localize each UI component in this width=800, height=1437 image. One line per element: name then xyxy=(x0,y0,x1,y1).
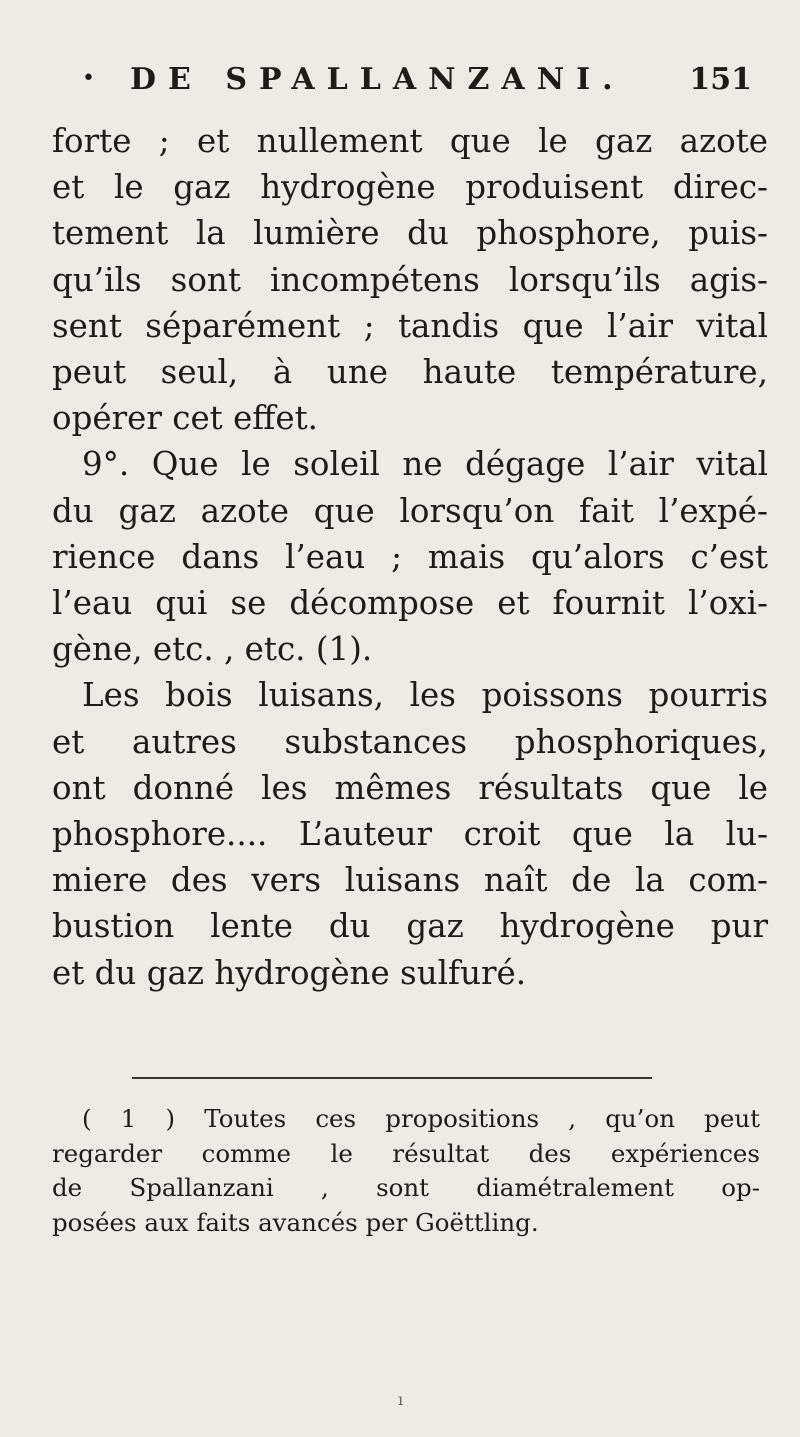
footnote-line: regarder comme le résultat des expériences xyxy=(52,1138,760,1168)
footnote-line: posées aux faits avancés per Goëttling. xyxy=(52,1207,539,1237)
page-header xyxy=(82,62,752,102)
text-line: tement la lumière du phosphore, puis- xyxy=(52,214,768,253)
text-line: opérer cet effet. xyxy=(52,399,319,438)
footnote-divider xyxy=(132,1077,652,1079)
text-line: et du gaz hydrogène sulfuré. xyxy=(52,953,527,992)
footnote-line: de Spallanzani , sont diamétralement op- xyxy=(52,1173,760,1202)
header-bullet: • xyxy=(82,66,95,91)
footnote-line: ( 1 ) Toutes ces propositions , qu’on peut xyxy=(82,1104,760,1133)
text-line: l’eau qui se décompose et fournit l’oxi- xyxy=(52,584,768,623)
text-line: 9°. Que le soleil ne dégage l’air vital xyxy=(82,445,768,484)
text-line: forte ; et nullement que le gaz azote xyxy=(52,122,768,160)
running-title: DE SPALLANZANI. xyxy=(130,62,625,97)
text-line: qu’ils sont incompétens lorsqu’ils agis- xyxy=(52,260,768,299)
text-line: ont donné les mêmes résultats que le xyxy=(52,768,768,807)
signature-mark: ı xyxy=(398,1390,404,1409)
text-line: rience dans l’eau ; mais qu’alors c’est xyxy=(52,537,768,576)
text-line: sent séparément ; tandis que l’air vital xyxy=(52,306,768,345)
text-line: du gaz azote que lorsqu’on fait l’expé- xyxy=(52,491,768,530)
text-line: et autres substances phosphoriques, xyxy=(52,722,768,761)
text-line: phosphore.... L’auteur croit que la lu- xyxy=(52,815,768,854)
text-line: gène, etc. , etc. (1). xyxy=(52,630,373,669)
text-line: bustion lente du gaz hydrogène pur xyxy=(52,907,768,946)
footnote xyxy=(52,1102,760,1240)
page-number: 151 xyxy=(689,62,752,97)
text-line: Les bois luisans, les poissons pourris xyxy=(82,676,768,715)
main-text xyxy=(52,118,768,996)
text-line: miere des vers luisans naît de la com- xyxy=(52,861,768,900)
text-line: peut seul, à une haute température, xyxy=(52,353,768,392)
text-line: et le gaz hydrogène produisent direc- xyxy=(52,168,768,207)
